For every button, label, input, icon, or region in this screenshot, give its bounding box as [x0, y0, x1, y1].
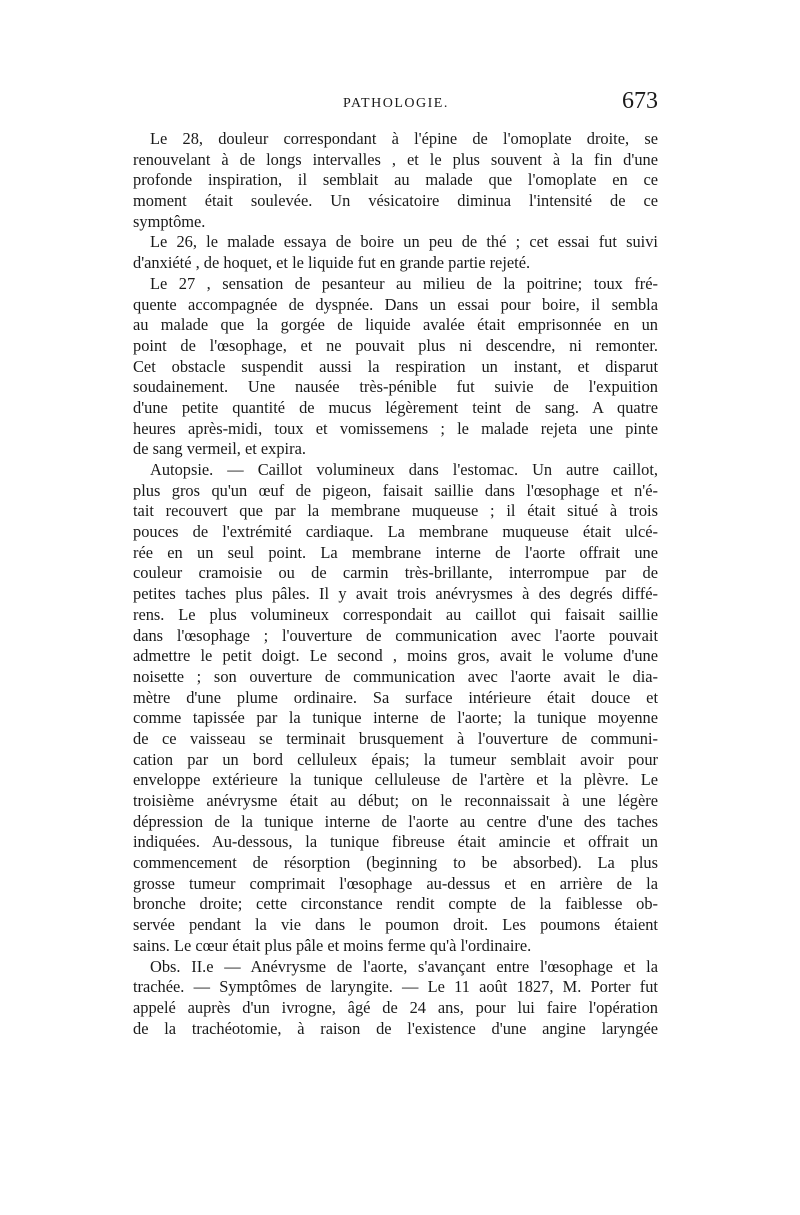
text-line: Le 28, douleur correspondant à l'épine de l'omoplate droite, se — [150, 129, 658, 148]
text-line: heures après-midi, toux et vomissemens ; le malade rejeta une pinte — [133, 418, 658, 438]
text-line: soudainement. Une nausée très-pénible fut suivie de l'expuition — [133, 377, 658, 397]
text-line: Le 26, le malade essaya de boire un peu de thé ; cet essai fut suivi — [150, 232, 658, 252]
text-line: rens. Le plus volumineux correspondait au caillot qui faisait saillie — [133, 604, 658, 624]
text-line: symptôme. — [133, 211, 206, 231]
body-text — [133, 129, 658, 1039]
text-line: couleur cramoisie ou de carmin très-brillante, interrompue par de — [133, 563, 658, 583]
text-line: au malade que la gorgée de liquide avalée était emprisonnée en un — [133, 315, 658, 335]
text-line: tait recouvert que par la membrane muqueuse ; il était situé à trois — [133, 501, 658, 521]
text-line: de sang vermeil, et expira. — [133, 439, 306, 459]
text-line: de la trachéotomie, à raison de l'existence d'une angine laryngée — [133, 1018, 658, 1038]
text-line: comme tapissée par la tunique interne de l'aorte; la tunique moyenne — [133, 708, 658, 728]
text-line: Le 27 , sensation de pesanteur au milieu de la poitrine; toux fré- — [150, 273, 658, 293]
text-line: d'anxiété , de hoquet, et le liquide fut en grande partie rejeté. — [133, 253, 531, 273]
text-line: bronche droite; cette circonstance rendit compte de la faiblesse ob- — [133, 894, 658, 914]
text-line: Cet obstacle suspendit aussi la respiration un instant, et disparut — [133, 356, 658, 376]
text-line: grosse tumeur comprimait l'œsophage au-dessus et en arrière de la — [133, 873, 658, 893]
page-header — [133, 88, 658, 124]
text-line: commencement de résorption (beginning to be absorbed). La plus — [133, 853, 658, 873]
text-line: mètre d'une plume ordinaire. Sa surface intérieure était douce et — [133, 687, 658, 707]
text-line: dans l'œsophage ; l'ouverture de communication avec l'aorte pouvait — [133, 625, 658, 645]
text-line: dépression de la tunique interne de l'aorte au centre d'une des taches — [133, 811, 658, 831]
text-line: petites taches plus pâles. Il y avait trois anévrysmes à des degrés diffé- — [133, 584, 658, 604]
text-line: Obs. II.e — Anévrysme de l'aorte, s'avançant entre l'œsophage et la — [150, 956, 658, 976]
text-line: sains. Le cœur était plus pâle et moins ferme qu'à l'ordinaire. — [133, 935, 532, 955]
text-line: point de l'œsophage, et ne pouvait plus ni descendre, ni remonter. — [133, 335, 658, 355]
text-line: admettre le petit doigt. Le second , moins gros, avait le volume d'une — [133, 646, 658, 666]
text-line: plus gros qu'un œuf de pigeon, faisait saillie dans l'œsophage et n'é- — [133, 480, 658, 500]
text-line: noisette ; son ouverture de communication avec l'aorte avait le dia- — [133, 666, 658, 686]
text-line: troisième anévrysme était au début; on le reconnaissait à une légère — [133, 791, 658, 810]
text-line: pouces de l'extrémité cardiaque. La membrane muqueuse était ulcé- — [133, 522, 658, 542]
text-line: quente accompagnée de dyspnée. Dans un essai pour boire, il sembla — [133, 294, 658, 314]
text-line: de ce vaisseau se terminait brusquement à l'ouverture de communi- — [133, 728, 658, 748]
running-head: PATHOLOGIE. — [343, 96, 449, 111]
text-line: Autopsie. — Caillot volumineux dans l'estomac. Un autre caillot, — [150, 460, 658, 479]
page-number: 673 — [622, 88, 658, 114]
text-line: trachée. — Symptômes de laryngite. — Le 11 août 1827, M. Porter fut — [133, 977, 658, 997]
text-line: cation par un bord celluleux épais; la tumeur semblait avoir pour — [133, 749, 658, 769]
text-line: moment était soulevée. Un vésicatoire diminua l'intensité de ce — [133, 191, 658, 211]
text-line: renouvelant à de longs intervalles , et le plus souvent à la fin d'une — [133, 149, 658, 169]
text-line: d'une petite quantité de mucus légèrement teint de sang. A quatre — [133, 397, 658, 417]
text-line: profonde inspiration, il semblait au malade que l'omoplate en ce — [133, 170, 658, 190]
text-line: servée pendant la vie dans le poumon droit. Les poumons étaient — [133, 915, 658, 935]
text-line: indiquées. Au-dessous, la tunique fibreuse était amincie et offrait un — [133, 832, 658, 852]
text-line: appelé auprès d'un ivrogne, âgé de 24 ans, pour lui faire l'opération — [133, 997, 658, 1017]
text-line: enveloppe extérieure la tunique celluleuse de l'artère et la plèvre. Le — [133, 770, 658, 790]
text-line: rée en un seul point. La membrane interne de l'aorte offrait une — [133, 542, 658, 562]
